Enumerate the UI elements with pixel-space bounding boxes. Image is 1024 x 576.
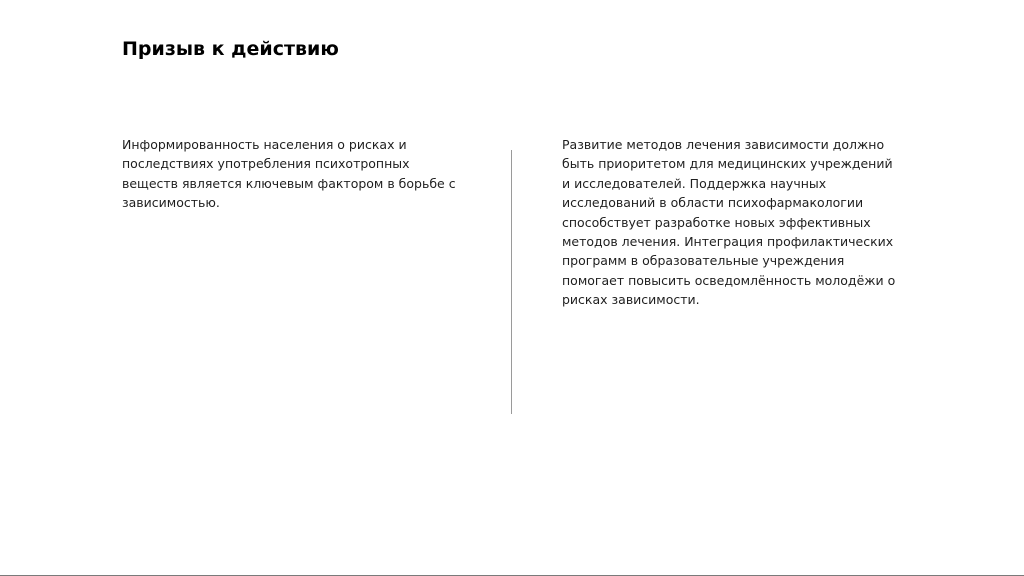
column-divider [511,150,512,414]
right-column-text: Развитие методов лечения зависимости должно быть приоритетом для медицинских учреждений и исследователей. Поддержка научных исследований в области психофармакологии способствует разработке новых эффективных методов лечения. Интеграция профилактических программ в образовательные учреждения помогает повысить осведомлённость молодёжи о рисках зависимости. [562,137,896,308]
left-column-text: Информированность населения о рисках и последствиях употребления психотропных веществ является ключевым фактором в борьбе с зависимостью. [122,137,456,211]
slide-title: Призыв к действию [122,38,339,60]
